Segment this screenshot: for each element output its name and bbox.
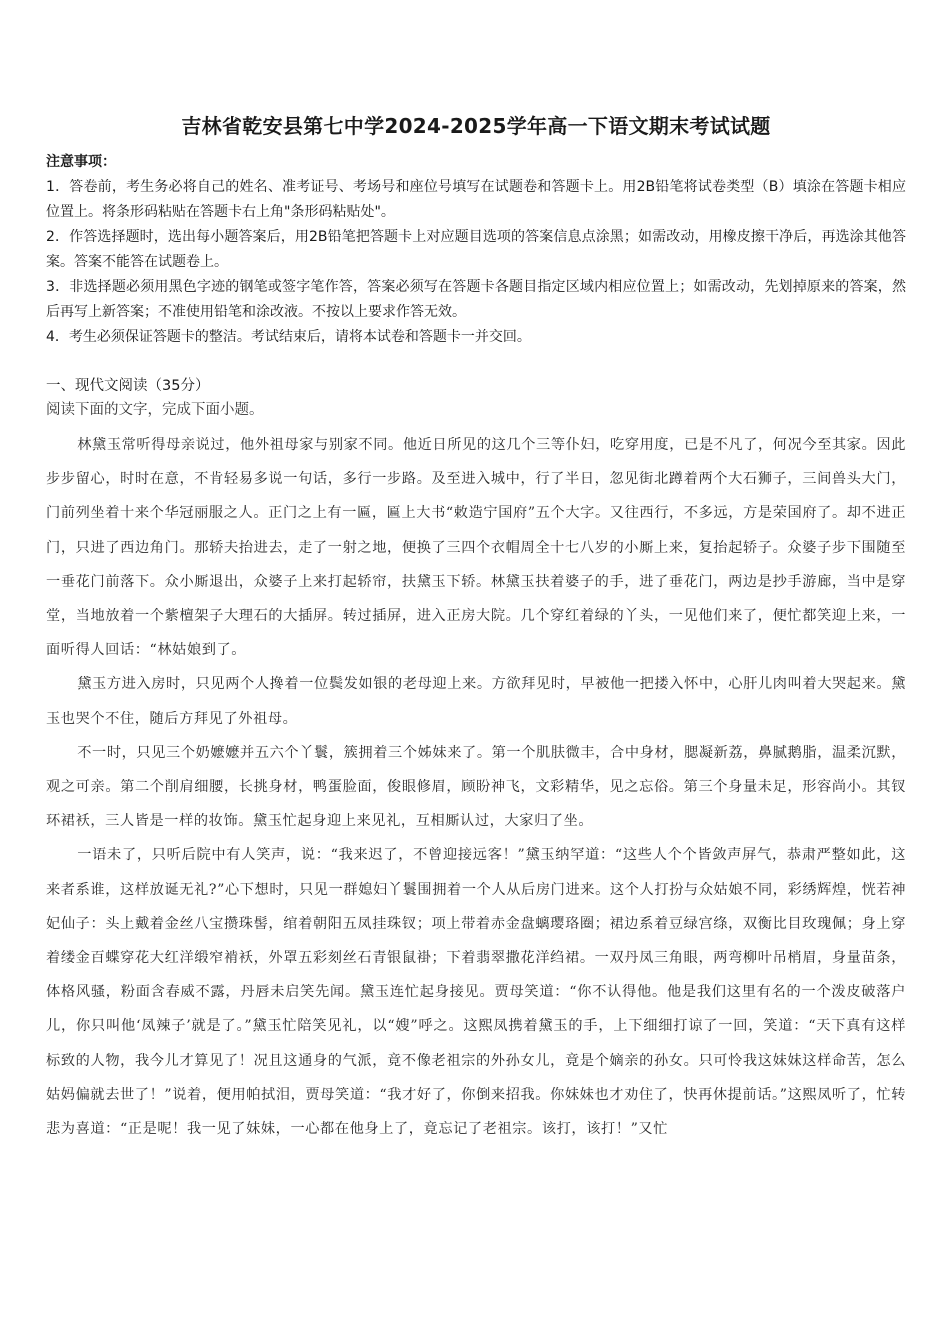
notice-item-3: 3．非选择题必须用黑色字迹的钢笔或签字笔作答，答案必须写在答题卡各题目指定区域内相应位置上；如需改动，先划掉原来的答案，然后再写上新答案；不准使用铅笔和涂改液。不按以上要求作答无效。: [46, 279, 906, 320]
passage-paragraph-3: 不一时，只见三个奶嬷嬷并五六个丫鬟，簇拥着三个姊妹来了。第一个肌肤微丰，合中身材，腮凝新荔，鼻腻鹅脂，温柔沉默，观之可亲。第二个削肩细腰，长挑身材，鸭蛋脸面，俊眼修眉，顾盼神飞，文彩精华，见之忘俗。第三个身量未足，形容尚小。其钗环裙袄，三人皆是一样的妆饰。黛玉忙起身迎上来见礼，互相厮认过，大家归了坐。: [46, 744, 906, 830]
notice-item-2: 2．作答选择题时，选出每小题答案后，用2B铅笔把答题卡上对应题目选项的答案信息点涂黑；如需改动，用橡皮擦干净后，再选涂其他答案。答案不能答在试题卷上。: [46, 229, 906, 270]
passage-paragraph-1: 林黛玉常听得母亲说过，他外祖母家与别家不同。他近日所见的这几个三等仆妇，吃穿用度，已是不凡了，何况今至其家。因此步步留心，时时在意，不肯轻易多说一句话，多行一步路。及至进入城中，行了半日，忽见街北蹲着两个大石狮子，三间兽头大门，门前列坐着十来个华冠丽服之人。正门之上有一匾，匾上大书“敕造宁国府”五个大字。又往西行，不多远，方是荣国府了。却不进正门，只进了西边角门。那轿夫抬进去，走了一射之地，便换了三四个衣帽周全十七八岁的小厮上来，复抬起轿子。众婆子步下围随至一垂花门前落下。众小厮退出，众婆子上来打起轿帘，扶黛玉下轿。林黛玉扶着婆子的手，进了垂花门，两边是抄手游廊，当中是穿堂，当地放着一个紫檀架子大理石的大插屏。转过插屏，进入正房大院。几个穿红着绿的丫头，一见他们来了，便忙都笑迎上来，一面听得人回话：“林姑娘到了。: [46, 437, 906, 659]
section-heading: 一、现代文阅读（35分）: [46, 378, 210, 394]
notice-block: [46, 150, 906, 350]
passage-paragraph-4: 一语未了，只听后院中有人笑声，说：“我来迟了，不曾迎接远客！”黛玉纳罕道：“这些人个个皆敛声屏气，恭肃严整如此，这来者系谁，这样放诞无礼?”心下想时，只见一群媳妇丫鬟围拥着一个人从后房门进来。这个人打扮与众姑娘不同，彩绣辉煌，恍若神妃仙子：头上戴着金丝八宝攒珠髻，绾着朝阳五凤挂珠钗；项上带着赤金盘螭璎珞圈；裙边系着豆绿宫绦，双衡比目玫瑰佩；身上穿着缕金百蝶穿花大红洋缎窄褃袄，外罩五彩刻丝石青银鼠褂；下着翡翠撒花洋绉裙。一双丹凤三角眼，两弯柳叶吊梢眉，身量苗条，体格风骚，粉面含春威不露，丹唇未启笑先闻。黛玉连忙起身接见。贾母笑道：“你不认得他。他是我们这里有名的一个泼皮破落户儿，你只叫他‘凤辣子’就是了。”黛玉忙陪笑见礼，以“嫂”呼之。这熙凤携着黛玉的手，上下细细打谅了一回，笑道：“天下真有这样标致的人物，我今儿才算见了！况且这通身的气派，竟不像老祖宗的外孙女儿，竟是个嫡亲的孙女。只可怜我这妹妹这样命苦，怎么姑妈偏就去世了！”说着，便用帕拭泪，贾母笑道：“我才好了，你倒来招我。你妹妹也才劝住了，快再休提前话。”这熙凤听了，忙转悲为喜道：“正是呢！我一见了妹妹，一心都在他身上了，竟忘记了老祖宗。该打，该打！”又忙: [46, 847, 906, 1138]
exam-page: [46, 0, 906, 1146]
passage-paragraph-2: 黛玉方进入房时，只见两个人搀着一位鬓发如银的老母迎上来。方欲拜见时，早被他一把搂入怀中，心肝儿肉叫着大哭起来。黛玉也哭个不住，随后方拜见了外祖母。: [46, 676, 906, 727]
notice-heading: 注意事项：: [46, 154, 116, 170]
reading-passage: [46, 428, 906, 1146]
notice-item-1: 1．答卷前，考生务必将自己的姓名、准考证号、考场号和座位号填写在试题卷和答题卡上。用2B铅笔将试卷类型（B）填涂在答题卡相应位置上。将条形码粘贴在答题卡右上角"条形码粘贴处"。: [46, 179, 906, 220]
reading-instruction: 阅读下面的文字，完成下面小题。: [46, 402, 264, 418]
notice-item-4: 4．考生必须保证答题卡的整洁。考试结束后，请将本试卷和答题卡一并交回。: [46, 329, 531, 345]
page-title: 吉林省乾安县第七中学2024-2025学年高一下语文期末考试试题: [181, 114, 771, 138]
